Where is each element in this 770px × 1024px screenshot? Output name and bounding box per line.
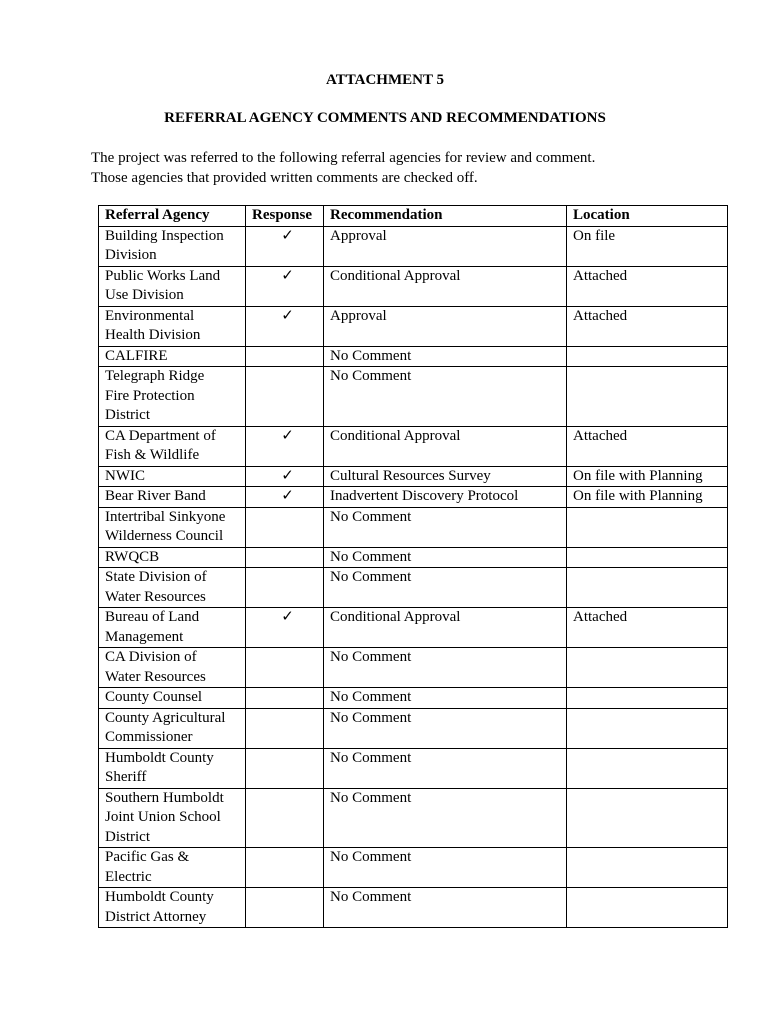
agency-name-line: Telegraph Ridge	[105, 368, 205, 384]
header-location: Location	[567, 206, 728, 227]
location-cell: Attached	[567, 426, 728, 466]
recommendation-cell: Approval	[324, 306, 567, 346]
location-cell	[567, 367, 728, 427]
response-cell	[246, 367, 324, 427]
recommendation-cell: No Comment	[324, 748, 567, 788]
location-cell	[567, 648, 728, 688]
table-row	[99, 547, 728, 568]
agency-name-line: District	[105, 828, 150, 845]
agency-name-line: Sheriff	[105, 769, 147, 785]
agency-name-line: Humboldt County	[105, 889, 214, 905]
referral-agency-cell	[99, 608, 246, 648]
response-cell	[246, 788, 324, 848]
referral-agency-cell	[99, 367, 246, 427]
location-cell: Attached	[567, 266, 728, 306]
agency-name-line: Health Division	[105, 327, 201, 343]
location-cell	[567, 688, 728, 709]
response-cell	[246, 648, 324, 688]
agency-name-line: Joint Union School	[105, 809, 221, 825]
location-cell: Attached	[567, 306, 728, 346]
location-cell: On file with Planning	[567, 487, 728, 508]
table-row	[99, 226, 728, 266]
recommendation-cell: Conditional Approval	[324, 266, 567, 306]
checkmark-icon: ✓	[246, 266, 324, 306]
location-cell	[567, 507, 728, 547]
location-cell	[567, 708, 728, 748]
response-cell	[246, 688, 324, 709]
referral-agency-cell	[99, 226, 246, 266]
agency-name-line: Electric	[105, 868, 152, 885]
agency-name-line: Bear River Band	[105, 488, 206, 504]
agency-name-line: Fire Protection	[105, 387, 195, 404]
location-cell	[567, 788, 728, 848]
checkmark-icon: ✓	[246, 487, 324, 508]
recommendation-cell: No Comment	[324, 367, 567, 427]
intro-line-1: The project was referred to the following referral agencies for review and comment.	[91, 150, 596, 166]
checkmark-icon: ✓	[246, 226, 324, 266]
recommendation-cell: No Comment	[324, 547, 567, 568]
checkmark-icon: ✓	[246, 466, 324, 487]
recommendation-cell: Approval	[324, 226, 567, 266]
checkmark-icon: ✓	[246, 306, 324, 346]
table-row	[99, 788, 728, 848]
agency-name-line: Water Resources	[105, 668, 206, 685]
agency-name-line: County Agricultural	[105, 709, 226, 726]
table-row	[99, 888, 728, 928]
referral-agency-cell	[99, 426, 246, 466]
checkmark-icon: ✓	[246, 608, 324, 648]
agency-name-line: Division	[105, 247, 157, 263]
table-row	[99, 648, 728, 688]
response-cell	[246, 507, 324, 547]
document-title: REFERRAL AGENCY COMMENTS AND RECOMMENDATIONS	[164, 110, 606, 126]
referral-agency-cell	[99, 568, 246, 608]
table-row	[99, 708, 728, 748]
recommendation-cell: No Comment	[324, 648, 567, 688]
referral-agency-cell	[99, 547, 246, 568]
table-row	[99, 487, 728, 508]
agency-name-line: Fish & Wildlife	[105, 447, 200, 463]
table-row	[99, 688, 728, 709]
table-row	[99, 568, 728, 608]
table-row	[99, 608, 728, 648]
location-cell	[567, 346, 728, 367]
header-response: Response	[246, 206, 324, 227]
location-cell: Attached	[567, 608, 728, 648]
location-cell: On file	[567, 226, 728, 266]
recommendation-cell: Conditional Approval	[324, 608, 567, 648]
agency-name-line: Intertribal Sinkyone	[105, 508, 226, 525]
location-cell	[567, 748, 728, 788]
location-cell	[567, 848, 728, 888]
recommendation-cell: Conditional Approval	[324, 426, 567, 466]
recommendation-cell: No Comment	[324, 788, 567, 848]
recommendation-cell: No Comment	[324, 848, 567, 888]
table-row	[99, 266, 728, 306]
agency-name-line: State Division of	[105, 569, 207, 585]
referral-agency-cell	[99, 748, 246, 788]
referral-agency-cell	[99, 507, 246, 547]
intro-line-2: Those agencies that provided written comments are checked off.	[91, 170, 478, 186]
agency-name-line: Use Division	[105, 287, 184, 303]
table-row	[99, 346, 728, 367]
table-row	[99, 848, 728, 888]
agency-name-line: Pacific Gas &	[105, 849, 190, 865]
header-referral-agency: Referral Agency	[99, 206, 246, 227]
agency-name-line: Building Inspection	[105, 227, 224, 244]
table-row	[99, 507, 728, 547]
response-cell	[246, 708, 324, 748]
agency-name-line: Management	[105, 628, 184, 645]
location-cell: On file with Planning	[567, 466, 728, 487]
table-header-row	[99, 206, 728, 227]
checkmark-icon: ✓	[246, 426, 324, 466]
referral-agency-table	[98, 205, 728, 928]
agency-name-line: Southern Humboldt	[105, 789, 224, 806]
agency-name-line: Bureau of Land	[105, 609, 200, 625]
referral-agency-cell	[99, 266, 246, 306]
response-cell	[246, 748, 324, 788]
table-body	[99, 226, 728, 928]
location-cell	[567, 547, 728, 568]
referral-agency-cell	[99, 708, 246, 748]
referral-agency-cell	[99, 888, 246, 928]
location-cell	[567, 568, 728, 608]
referral-agency-cell	[99, 648, 246, 688]
referral-agency-cell	[99, 688, 246, 709]
agency-name-line: CA Division of	[105, 649, 197, 665]
agency-name-line: Environmental	[105, 307, 195, 324]
agency-name-line: District	[105, 407, 150, 423]
referral-agency-cell	[99, 487, 246, 508]
response-cell	[246, 346, 324, 367]
agency-name-line: Public Works Land	[105, 267, 221, 284]
table-row	[99, 306, 728, 346]
response-cell	[246, 547, 324, 568]
recommendation-cell: No Comment	[324, 688, 567, 709]
attachment-heading: ATTACHMENT 5	[326, 72, 444, 88]
table-row	[99, 748, 728, 788]
recommendation-cell: Inadvertent Discovery Protocol	[324, 487, 567, 508]
agency-name-line: CA Department of	[105, 427, 216, 444]
response-cell	[246, 848, 324, 888]
response-cell	[246, 888, 324, 928]
table-row	[99, 466, 728, 487]
agency-name-line: County Counsel	[105, 689, 203, 705]
agency-name-line: Commissioner	[105, 729, 193, 745]
referral-agency-cell	[99, 346, 246, 367]
table-row	[99, 426, 728, 466]
location-cell	[567, 888, 728, 928]
agency-name-line: Water Resources	[105, 588, 206, 605]
referral-agency-cell	[99, 848, 246, 888]
recommendation-cell: No Comment	[324, 888, 567, 928]
agency-name-line: RWQCB	[105, 548, 160, 565]
recommendation-cell: No Comment	[324, 568, 567, 608]
referral-agency-cell	[99, 466, 246, 487]
header-recommendation: Recommendation	[324, 206, 567, 227]
recommendation-cell: No Comment	[324, 708, 567, 748]
agency-name-line: District Attorney	[105, 908, 207, 925]
referral-agency-cell	[99, 306, 246, 346]
agency-name-line: Wilderness Council	[105, 528, 224, 544]
agency-name-line: Humboldt County	[105, 749, 214, 766]
recommendation-cell: Cultural Resources Survey	[324, 466, 567, 487]
agency-name-line: CALFIRE	[105, 347, 168, 364]
agency-name-line: NWIC	[105, 467, 145, 484]
response-cell	[246, 568, 324, 608]
recommendation-cell: No Comment	[324, 507, 567, 547]
recommendation-cell: No Comment	[324, 346, 567, 367]
referral-agency-cell	[99, 788, 246, 848]
table-row	[99, 367, 728, 427]
